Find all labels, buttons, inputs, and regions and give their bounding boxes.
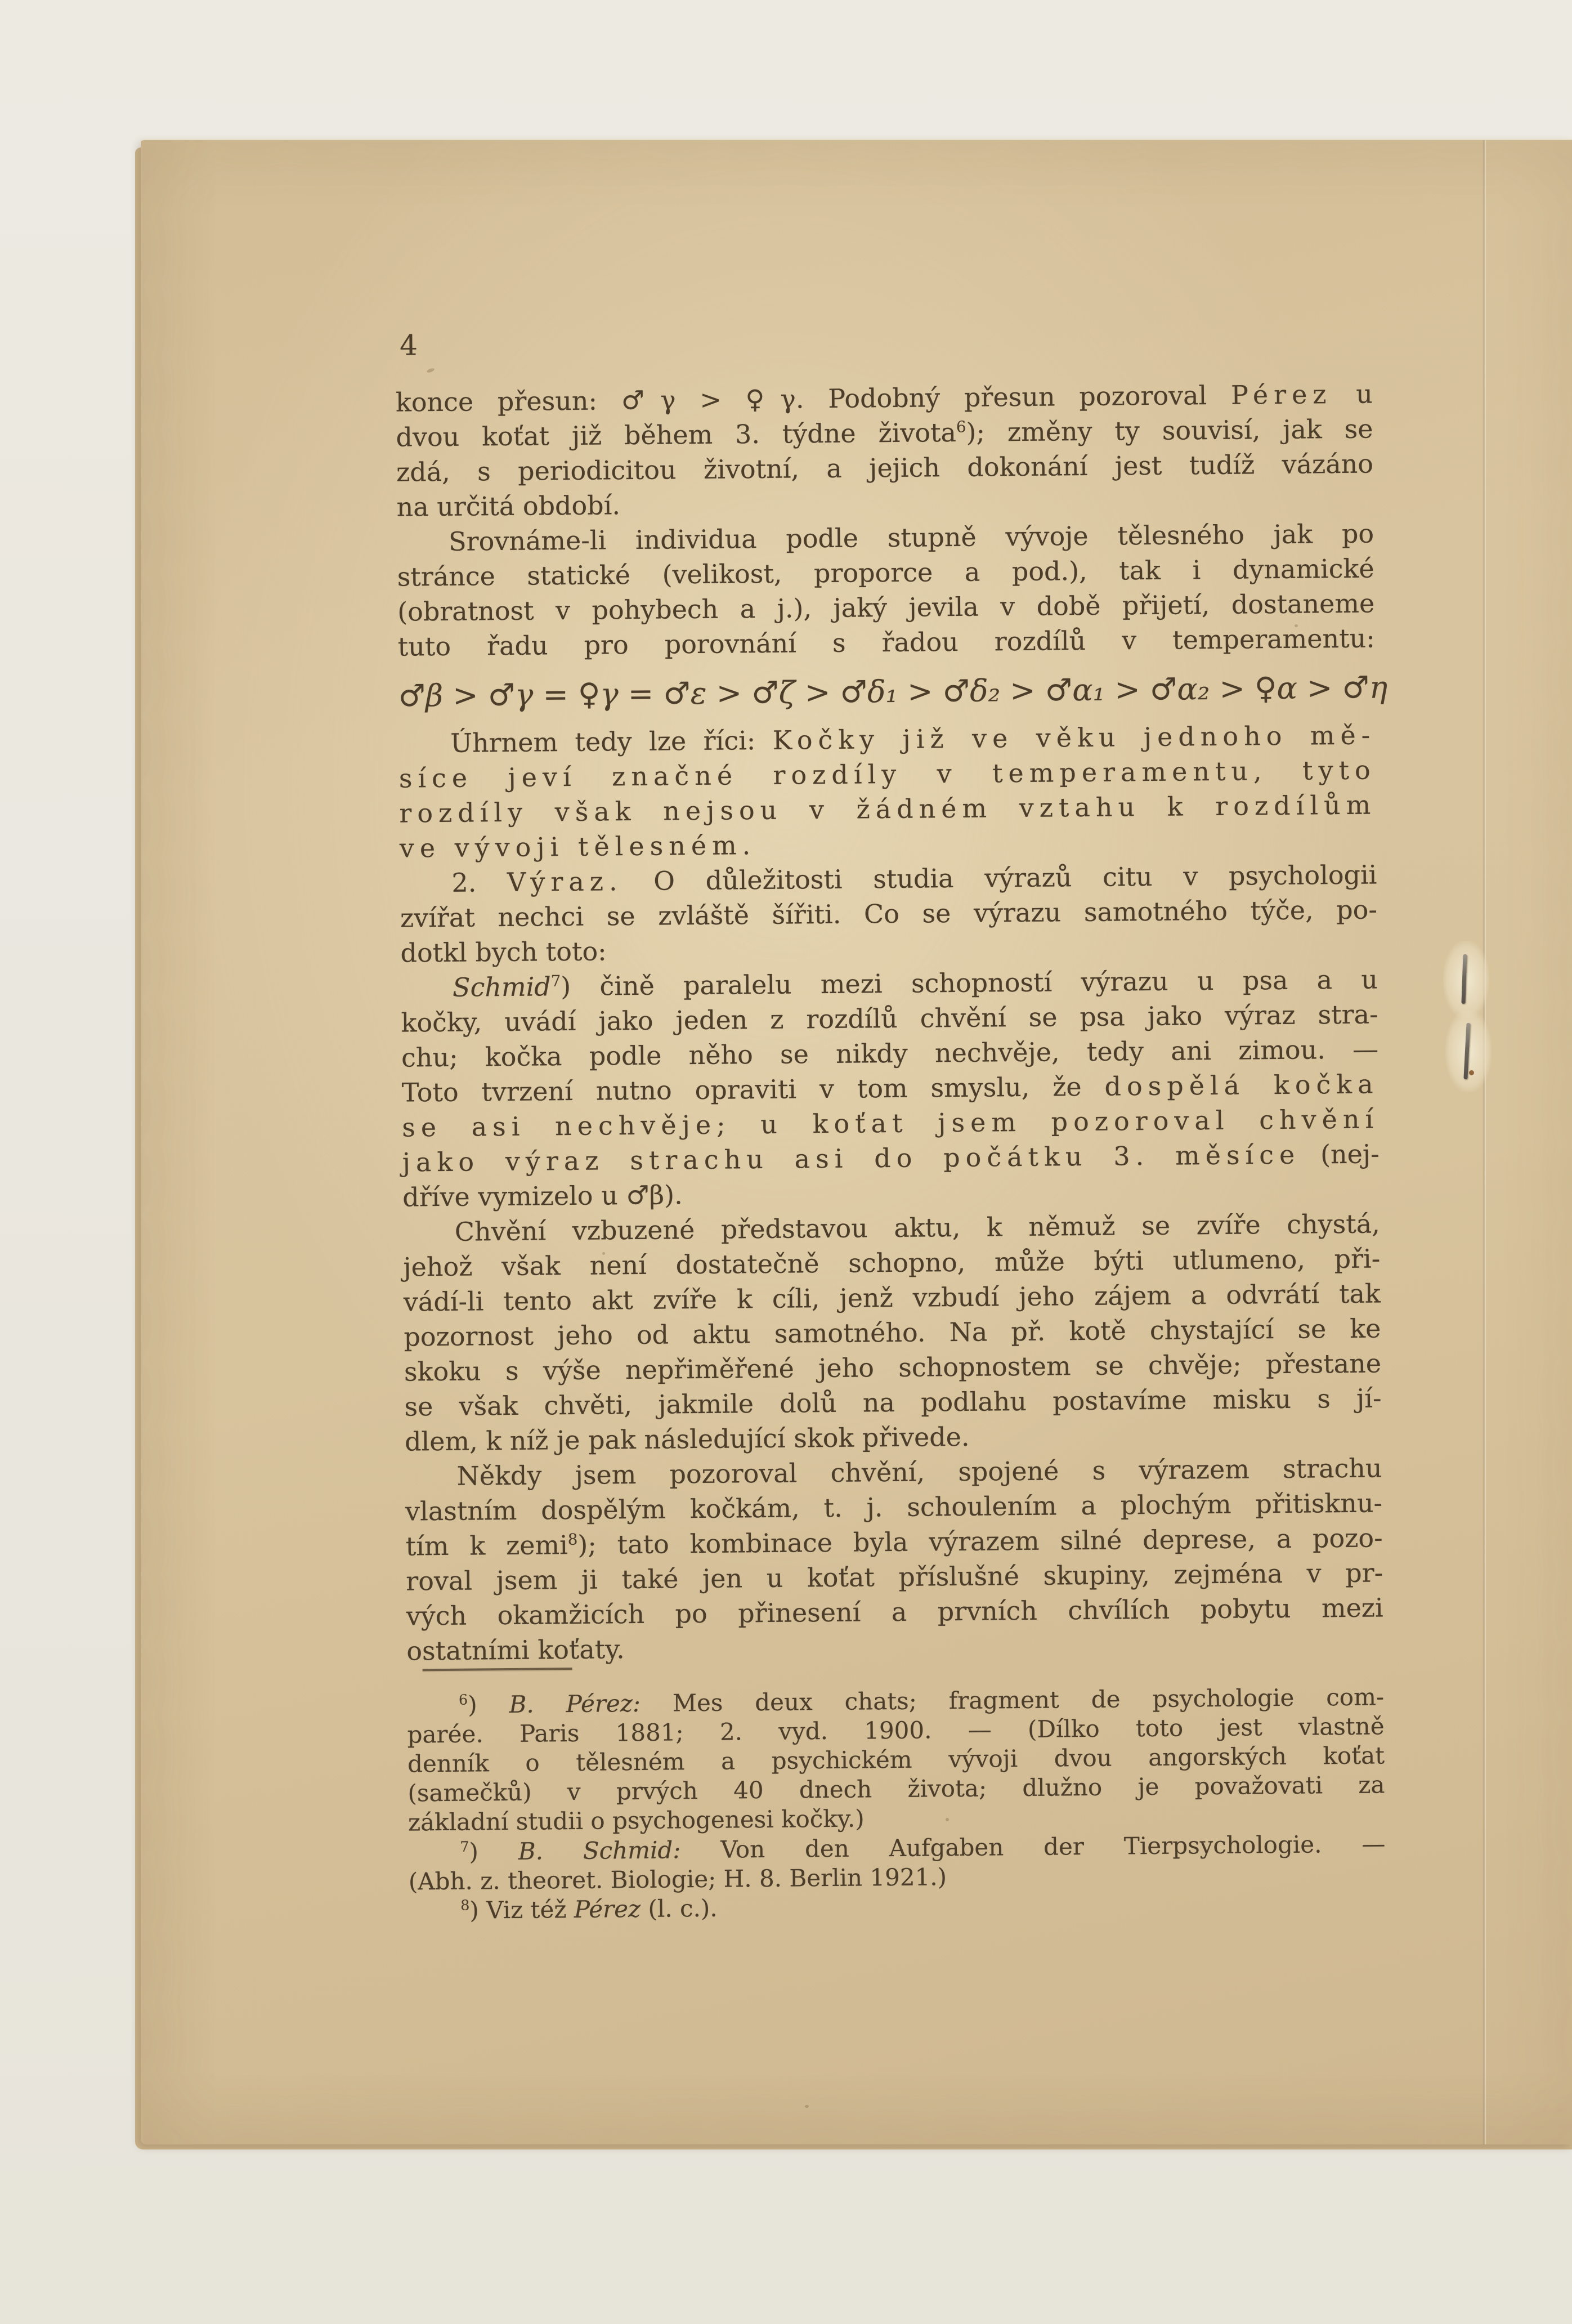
text-segment: ostatními koťaty. xyxy=(406,1634,625,1666)
footnote-6 xyxy=(407,1682,1385,1837)
text-segment: Úhrnem tedy lze říci: xyxy=(450,725,773,758)
text-segment: Srovnáme-li individua podle stupně vývoje tělesného jak po xyxy=(448,518,1374,557)
paragraph-1 xyxy=(396,377,1374,525)
text-segment: (nej- xyxy=(1300,1138,1380,1170)
text-segment: skoku s výše nepřiměřené jeho schopnostem se chvěje; přestane xyxy=(404,1348,1382,1387)
text-segment: tím k zemi xyxy=(405,1530,568,1562)
text-segment: rozdíly však nejsou v žádném vztahu k rozdílům xyxy=(399,789,1377,829)
scanned-page xyxy=(141,139,1572,2144)
paragraph-2 xyxy=(397,516,1375,664)
text-segment: Výraz. xyxy=(507,866,623,897)
paragraph-3 xyxy=(398,718,1377,866)
text-segment: O důležitosti studia výrazů citu v psychologii xyxy=(622,859,1377,897)
text-segment: tuto řadu pro porovnání s řadou rozdílů v temperamentu: xyxy=(397,623,1375,662)
text-segment: dospělá kočka xyxy=(1104,1069,1379,1102)
text-segment: 6 xyxy=(458,1691,468,1708)
text-segment: Někdy jsem pozoroval chvění, spojené s výrazem strachu xyxy=(456,1452,1382,1491)
text-segment: ) čině paralelu mezi schopností výrazu u psa a u xyxy=(561,964,1378,1002)
text-segment: dlem, k níž je pak následující skok přivede. xyxy=(404,1421,970,1457)
paragraph-5 xyxy=(401,962,1380,1214)
text-segment: (obratnost v pohybech a j.), jaký jevila v době přijetí, dostaneme xyxy=(397,588,1375,627)
text-segment: u xyxy=(1332,378,1373,410)
text-segment: Chvění vzbuzené představou aktu, k němuž se zvíře chystá, xyxy=(454,1208,1381,1247)
paragraph-4 xyxy=(400,857,1378,970)
text-segment: parée. Paris 1881; 2. vyd. 1900. — (Dílko toto jest vlastně xyxy=(407,1712,1385,1749)
text-segment: ) Viz též xyxy=(469,1896,575,1924)
text-segment: konce přesun: ♂γ > ♀γ. Podobný přesun pozoroval xyxy=(395,379,1231,418)
text-segment: B. Pérez: xyxy=(509,1689,641,1719)
text-segment: dříve vymizelo u ♂β). xyxy=(402,1179,683,1213)
text-segment: jehož však není dostatečně schopno, může býti utlumeno, při- xyxy=(403,1243,1381,1282)
text-segment: 6 xyxy=(956,417,966,436)
text-segment: se asi nechvěje; u koťat jsem pozoroval chvění xyxy=(401,1103,1380,1143)
text-segment: (samečků) v prvých 40 dnech života; dlužno je považovati za xyxy=(407,1771,1385,1807)
text-segment: stránce statické (velikost, proporce a pod.), tak i dynamické xyxy=(397,553,1374,592)
text-segment: jako výraz strachu asi do počátku 3. měsíce xyxy=(402,1139,1301,1178)
text-segment: Schmid xyxy=(452,971,551,1003)
text-segment: ); tato kombinace byla výrazem silné deprese, a pozo- xyxy=(577,1522,1383,1560)
text-segment: vádí-li tento akt zvíře k cíli, jenž vzbudí jeho zájem a odvrátí tak xyxy=(403,1278,1381,1317)
text-segment: 8 xyxy=(460,1897,470,1914)
text-segment: vých okamžicích po přinesení a prvních chvílích pobytu mezi xyxy=(406,1592,1383,1632)
text-segment: síce jeví značné rozdíly v temperamentu, tyto xyxy=(398,754,1376,794)
text-segment: zdá, s periodicitou životní, a jejich dokonání jest tudíž vázáno xyxy=(396,448,1374,488)
text-segment: zvířat nechci se zvláště šířiti. Co se výrazu samotného týče, po- xyxy=(400,894,1378,933)
text-line xyxy=(398,667,1388,717)
text-layer xyxy=(133,130,1572,2147)
formula-line xyxy=(398,667,1388,717)
text-segment: ve vývoji tělesném. xyxy=(399,830,756,864)
text-segment: Pérez xyxy=(574,1894,641,1924)
text-segment: roval jsem ji také jen u koťat příslušné skupiny, zejména v pr- xyxy=(406,1557,1383,1597)
paragraph-6 xyxy=(403,1206,1382,1459)
text-segment: 2. xyxy=(451,866,508,898)
text-segment: vlastním dospělým kočkám, t. j. schoulením a plochým přitisknu- xyxy=(405,1487,1383,1527)
text-segment: Toto tvrzení nutno opraviti v tom smyslu, že xyxy=(401,1071,1105,1108)
text-segment: 7 xyxy=(550,971,561,990)
text-segment: se však chvěti, jakmile dolů na podlahu postavíme misku s jí- xyxy=(404,1383,1382,1422)
text-segment: Von den Aufgaben der Tierpsychologie. — xyxy=(680,1830,1386,1864)
text-segment: ) xyxy=(469,1837,518,1866)
text-segment: 8 xyxy=(567,1530,578,1549)
text-segment: základní studii o psychogenesi kočky.) xyxy=(407,1804,865,1836)
text-segment: Kočky již ve věku jednoho mě- xyxy=(772,719,1376,756)
text-segment: pozornost jeho od aktu samotného. Na př. kotě chystající se ke xyxy=(404,1313,1381,1352)
text-segment: 7 xyxy=(460,1838,469,1855)
text-segment: B. Schmid: xyxy=(518,1836,681,1865)
paragraph-7 xyxy=(405,1450,1383,1668)
footnote-7 xyxy=(408,1829,1386,1896)
text-segment: Pérez xyxy=(1230,379,1332,410)
text-segment: dvou koťat již během 3. týdne života xyxy=(396,417,957,453)
text-segment: ♂β > ♂γ = ♀γ = ♂ε > ♂ζ > ♂δ₁ > ♂δ₂ > ♂α₁ > ♂α₂ > ♀α > ♂η xyxy=(398,669,1388,714)
text-segment: dotkl bych toto: xyxy=(400,936,607,968)
page-number: 4 xyxy=(399,329,418,362)
text-segment: na určitá období. xyxy=(396,490,621,522)
text-segment: chu; kočka podle něho se nikdy nechvěje, tedy ani zimou. — xyxy=(401,1034,1379,1073)
text-segment: (l. c.). xyxy=(640,1894,718,1923)
text-segment: (Abh. z. theoret. Biologie; H. 8. Berlin 1921.) xyxy=(408,1863,947,1896)
text-segment: Mes deux chats; fragment de psychologie com- xyxy=(640,1683,1385,1717)
text-segment: kočky, uvádí jako jeden z rozdílů chvění se psa jako výraz stra- xyxy=(401,999,1378,1038)
text-segment: denník o tělesném a psychickém vývoji dvou angorských koťat xyxy=(407,1741,1385,1778)
text-segment: ); změny ty souvisí, jak se xyxy=(966,413,1373,448)
text-segment: ) xyxy=(467,1691,509,1719)
